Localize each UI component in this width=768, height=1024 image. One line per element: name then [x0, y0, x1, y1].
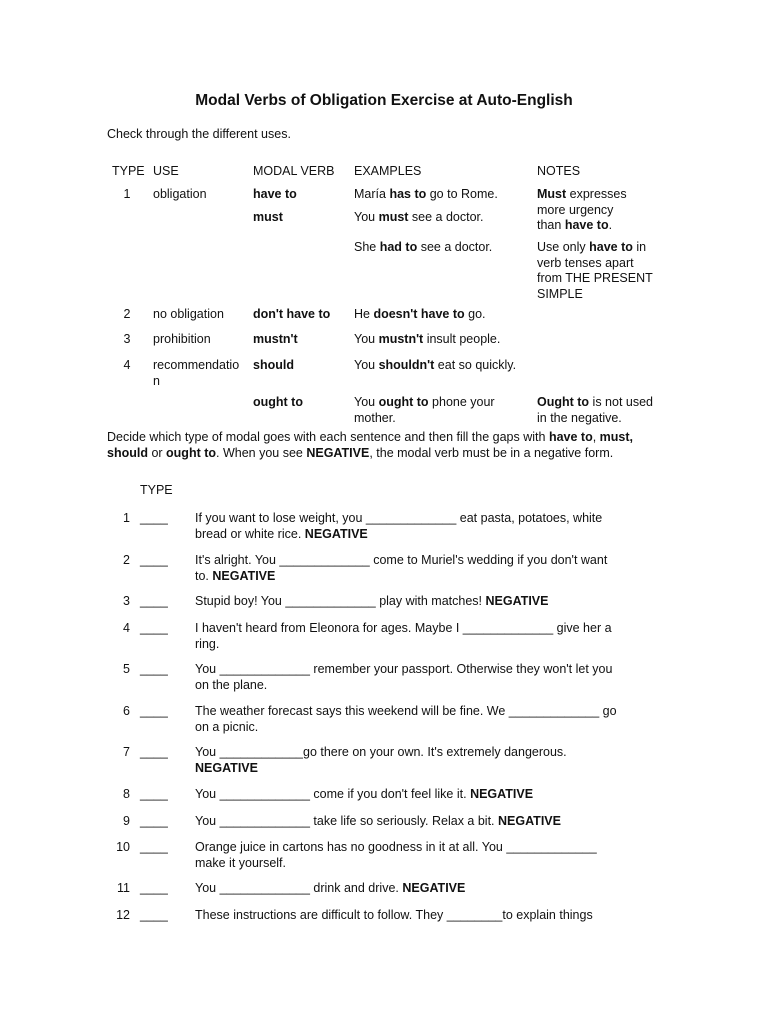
header-type: TYPE	[112, 164, 145, 178]
example-cell: María has to go to Rome.	[354, 187, 498, 201]
question-number: 5	[123, 662, 130, 676]
question-text	[195, 594, 625, 610]
example-cell: She had to see a doctor.	[354, 240, 493, 254]
use-cell: recommendatio n	[153, 358, 240, 388]
modal-cell: should	[253, 358, 294, 372]
question-number: 4	[123, 621, 130, 635]
question-text	[195, 745, 625, 776]
use-cell: obligation	[153, 187, 207, 201]
type-number: 1	[123, 187, 131, 201]
header-notes: NOTES	[537, 164, 581, 178]
type-answer-blank[interactable]: ____	[140, 881, 168, 895]
question-number: 7	[123, 745, 130, 759]
question-text	[195, 662, 625, 693]
note-cell: Use only have to in verb tenses apart from THE PRESENT SIMPLE	[537, 240, 653, 301]
question-sentence: You _____________ drink and drive.	[195, 881, 399, 895]
type-answer-blank[interactable]: ____	[140, 621, 168, 635]
type-number: 2	[123, 307, 131, 321]
question-sentence: Orange juice in cartons has no goodness in it at all. You _____________ make it yourself.	[195, 840, 597, 870]
header-use: USE	[153, 164, 179, 178]
type-answer-blank[interactable]: ____	[140, 787, 168, 801]
negative-marker: NEGATIVE	[212, 568, 276, 583]
question-number: 10	[116, 840, 130, 854]
question-text	[195, 881, 625, 897]
type-answer-blank[interactable]: ____	[140, 814, 168, 828]
modal-cell: don't have to	[253, 307, 331, 321]
question-sentence: You ____________go there on your own. It's extremely dangerous.	[195, 745, 567, 759]
question-sentence: I haven't heard from Eleonora for ages. Maybe I _____________ give her a ring.	[195, 621, 612, 651]
type-number: 3	[123, 332, 131, 346]
question-sentence: If you want to lose weight, you _____________ eat pasta, potatoes, white bread or white rice.	[195, 511, 603, 541]
negative-marker: NEGATIVE	[304, 526, 368, 541]
type-answer-blank[interactable]: ____	[140, 511, 168, 525]
type-number: 4	[123, 358, 131, 372]
type-answer-blank[interactable]: ____	[140, 745, 168, 759]
question-number: 2	[123, 553, 130, 567]
example-cell: He doesn't have to go.	[354, 307, 486, 321]
question-text	[195, 787, 625, 803]
question-number: 6	[123, 704, 130, 718]
type-column-label: TYPE	[140, 483, 173, 497]
question-text	[195, 704, 625, 735]
question-number: 3	[123, 594, 130, 608]
question-text	[195, 814, 625, 830]
note-cell: Must expresses more urgency than have to.	[537, 187, 627, 232]
page-title: Modal Verbs of Obligation Exercise at Auto-English	[195, 92, 573, 109]
question-number: 12	[116, 908, 130, 922]
question-sentence: It's alright. You _____________ come to Muriel's wedding if you don't want to.	[195, 553, 608, 583]
question-sentence: These instructions are difficult to follow. They ________to explain things	[195, 908, 593, 922]
use-cell: no obligation	[153, 307, 224, 321]
header-modal-verb: MODAL VERB	[253, 164, 335, 178]
question-number: 9	[123, 814, 130, 828]
question-number: 8	[123, 787, 130, 801]
note-cell: Ought to is not used in the negative.	[537, 395, 654, 425]
question-sentence: You _____________ remember your passport. Otherwise they won't let you on the plane.	[195, 662, 613, 692]
example-cell: You ought to phone your mother.	[354, 395, 495, 425]
type-answer-blank[interactable]: ____	[140, 662, 168, 676]
negative-marker: NEGATIVE	[485, 594, 549, 608]
type-answer-blank[interactable]: ____	[140, 840, 168, 854]
type-answer-blank[interactable]: ____	[140, 704, 168, 718]
question-text	[195, 908, 625, 924]
type-answer-blank[interactable]: ____	[140, 594, 168, 608]
intro-text: Check through the different uses.	[107, 127, 291, 141]
question-number: 11	[117, 881, 130, 895]
type-answer-blank[interactable]: ____	[140, 908, 168, 922]
modal-cell: have to	[253, 187, 297, 201]
type-answer-blank[interactable]: ____	[140, 553, 168, 567]
modal-cell: ought to	[253, 395, 303, 409]
question-text	[195, 621, 625, 652]
question-text	[195, 553, 620, 584]
negative-marker: NEGATIVE	[470, 787, 534, 801]
question-text	[195, 840, 625, 871]
negative-marker: NEGATIVE	[402, 881, 466, 895]
example-cell: You mustn't insult people.	[354, 332, 501, 346]
question-sentence: Stupid boy! You _____________ play with matches!	[195, 594, 483, 608]
header-examples: EXAMPLES	[354, 164, 422, 178]
negative-marker: NEGATIVE	[498, 814, 561, 828]
negative-marker: NEGATIVE	[195, 760, 258, 775]
use-cell: prohibition	[153, 332, 211, 346]
question-number: 1	[123, 511, 130, 525]
question-sentence: You _____________ take life so seriously. Relax a bit.	[195, 814, 495, 828]
modal-cell: must	[253, 210, 283, 224]
question-sentence: The weather forecast says this weekend will be fine. We _____________ go on a picnic.	[195, 704, 617, 734]
question-sentence: You _____________ come if you don't feel like it.	[195, 787, 467, 801]
example-cell: You shouldn't eat so quickly.	[354, 358, 517, 372]
modal-cell: mustn't	[253, 332, 298, 346]
example-cell: You must see a doctor.	[354, 210, 484, 224]
question-text	[195, 511, 625, 542]
instructions: Decide which type of modal goes with each sentence and then fill the gaps with have to, must, should or ought to. When you see NEGATIVE, the modal verb must be in a negative form.	[107, 430, 633, 460]
